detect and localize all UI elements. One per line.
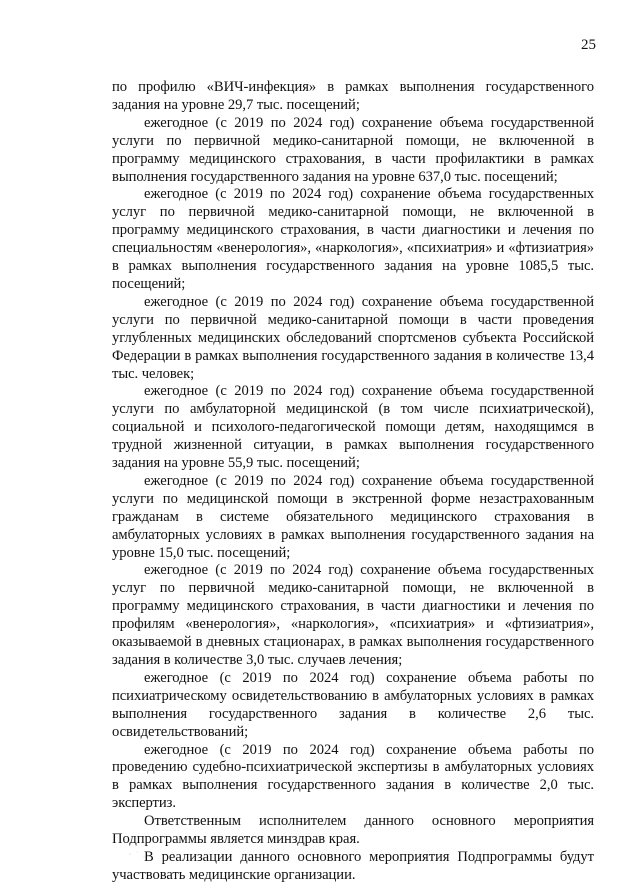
paragraph-responsible-executor: Ответственным исполнителем данного основного мероприятия Подпрограммы является минздрав края.: [112, 813, 594, 848]
paragraph-psychiatric-examination: ежегодное (с 2019 по 2024 год) сохранение объема работы по психиатрическому освидетельствованию в амбулаторных условиях в рамках выполнения государственного задания в количестве 2,6 тыс. освидетельствований;: [112, 669, 594, 740]
paragraph-hiv-profile: по профилю «ВИЧ-инфекция» в рамках выполнения государственного задания на уровне 29,7 тыс. посещений;: [112, 79, 594, 113]
paragraph-emergency-care: ежегодное (с 2019 по 2024 год) сохранение объема государственной услуги по медицинской помощи в экстренной форме незастрахованным гражданам в системе обязательного медицинского страхования в амбулаторных условиях в рамках выполнения государственного задания на уровне 15,0 тыс. посещений;: [112, 472, 594, 561]
page-number: 25: [581, 37, 596, 53]
paragraph-children-assistance: ежегодное (с 2019 по 2024 год) сохранение объема государственной услуги по амбулаторной медицинской (в том числе психиатрической), социальной и психолого-педагогической помощи детям, находящимся в трудной жизненной ситуации, в рамках выполнения государственного задания на уровне 55,9 тыс. посещений;: [112, 383, 594, 472]
paragraph-specialty-diagnostics: ежегодное (с 2019 по 2024 год) сохранение объема государственных услуг по первичной медико-санитарной помощи, не включенной в программу медицинского страхования, в части диагностики и лечения по специальностям «венерология», «наркология», «психиатрия» и «фтизиатрия» в рамках выполнения государственного задания на уровне 1085,5 тыс. посещений;: [112, 186, 594, 292]
paragraph-day-hospitals: ежегодное (с 2019 по 2024 год) сохранение объема государственных услуг по первичной медико-санитарной помощи, не включенной в программу медицинского страхования, в части диагностики и лечения по профилям «венерология», «наркология», «психиатрия» и «фтизиатрия», оказываемой в дневных стационарах, в рамках выполнения государственного задания в количестве 3,0 тыс. случаев лечения;: [112, 562, 594, 668]
paragraph-forensic-examination: ежегодное (с 2019 по 2024 год) сохранение объема работы по проведению судебно-психиатрической экспертизы в амбулаторных условиях в рамках выполнения государственного задания в количестве 2,0 тыс. экспертиз.: [112, 741, 594, 812]
paragraph-athlete-examinations: ежегодное (с 2019 по 2024 год) сохранение объема государственной услуги по первичной медико-санитарной помощи в части проведения углубленных медицинских обследований спортсменов субъекта Российской Федерации в рамках выполнения государственного задания в количестве 13,4 тыс. человек;: [112, 293, 594, 382]
scan-artifact: [120, 842, 240, 866]
document-body: [112, 79, 594, 885]
paragraph-prevention-service: ежегодное (с 2019 по 2024 год) сохранение объема государственной услуги по первичной медико-санитарной помощи, не включенной в программу медицинского страхования, в части профилактики в рамках выполнения государственного задания на уровне 637,0 тыс. посещений;: [112, 114, 594, 185]
paragraph-participants: В реализации данного основного мероприятия Подпрограммы будут участвовать медицинские организации.: [112, 848, 594, 883]
